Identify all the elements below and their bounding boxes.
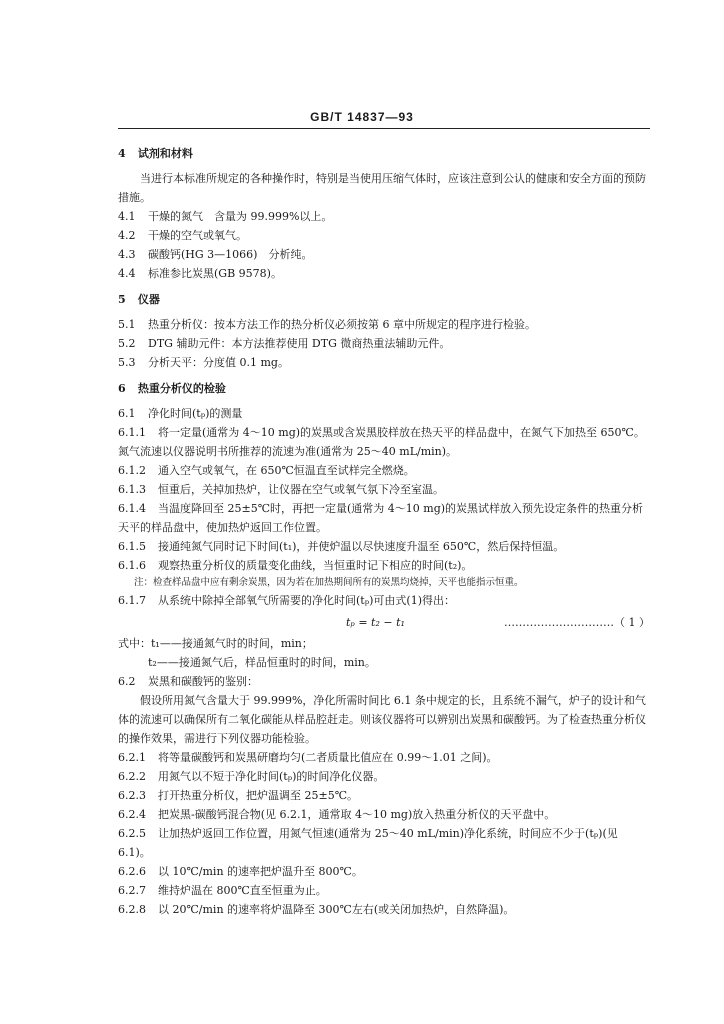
formula-1: [118, 610, 650, 634]
formula-where-t2: t₂——接通氮气后，样品恒重时的时间，min。: [148, 656, 376, 669]
note: 注：检查样品盘中应有剩余炭黑，因为若在加热期间所有的炭黑均烧掉，天平也能指示恒重。: [134, 577, 524, 588]
clause-5-3: [118, 353, 650, 372]
clause-text: 标准参比炭黑(GB 9578)。: [148, 267, 282, 280]
clause-text: 将等量碳酸钙和炭黑研磨均匀(二者质量比值应在 0.99～1.01 之间)。: [158, 751, 498, 764]
clause-number: 4.2: [118, 229, 136, 242]
clause-text: 恒重后，关掉加热炉，让仪器在空气或氧气氛下冷至室温。: [158, 483, 444, 496]
clause-number: 6.1: [118, 407, 136, 420]
clause-text: 炭黑和碳酸钙的鉴别：: [148, 675, 258, 688]
clause-number: 6.1.2: [118, 464, 146, 477]
document-body: [118, 136, 650, 919]
clause-text: 观察热重分析仪的质量变化曲线，当恒重时记下相应的时间(t₂)。: [158, 559, 473, 572]
clause-text: 分析天平：分度值 0.1 mg。: [148, 356, 289, 369]
clause-6-2-7: [118, 881, 650, 900]
clause-number: 4.4: [118, 267, 136, 280]
clause-text: 将一定量(通常为 4～10 mg)的炭黑或含炭黑胶样放在热天平的样品盘中，在氮气下加热至 650℃。氮气流速以仪器说明书所推荐的流速为准(通常为 25～40 mL/min)。: [118, 426, 645, 458]
formula-number: …………………………（ 1 ）: [504, 616, 650, 629]
clause-text: DTG 辅助元件：本方法推荐使用 DTG 微商热重法辅助元件。: [148, 337, 451, 350]
clause-number: 6.2.6: [118, 865, 146, 878]
header-rule: [118, 128, 650, 129]
clause-number: 6.1.4: [118, 502, 146, 515]
clause-text: 以 20℃/min 的速率将炉温降至 300℃左右(或关闭加热炉，自然降温)。: [158, 903, 515, 916]
clause-4-4: [118, 264, 650, 283]
clause-6-1-7: [118, 591, 650, 610]
section-title: 仪器: [137, 293, 160, 306]
clause-6-2-2: [118, 767, 650, 786]
clause-text: 把炭黑-碳酸钙混合物(见 6.2.1，通常取 4～10 mg)放入热重分析仪的天平盘中。: [158, 808, 556, 821]
clause-6-2: [118, 672, 650, 691]
clause-6-2-6: [118, 862, 650, 881]
clause-text: 干燥的空气或氧气。: [148, 229, 247, 242]
clause-number: 6.2: [118, 675, 136, 688]
clause-5-1: [118, 315, 650, 334]
section-number: 6: [118, 382, 126, 395]
clause-number: 6.2.4: [118, 808, 146, 821]
clause-number: 5.2: [118, 337, 136, 350]
clause-text: 打开热重分析仪，把炉温调至 25±5℃。: [158, 789, 359, 802]
clause-number: 6.2.7: [118, 884, 146, 897]
clause-text: 热重分析仪：按本方法工作的热分析仪必须按第 6 章中所规定的程序进行检验。: [148, 318, 536, 331]
clause-text: 让加热炉返回工作位置，用氮气恒速(通常为 25～40 mL/min)净化系统，时间应不少于(tₚ)(见 6.1)。: [118, 827, 618, 859]
clause-number: 6.1.3: [118, 483, 146, 496]
clause-number: 5.1: [118, 318, 136, 331]
clause-number: 6.1.1: [118, 426, 146, 439]
section-title: 试剂和材料: [137, 147, 193, 160]
clause-4-1: [118, 207, 650, 226]
clause-number: 5.3: [118, 356, 136, 369]
clause-6-1-1: [118, 423, 650, 461]
clause-number: 6.2.5: [118, 827, 146, 840]
clause-6-2-8: [118, 900, 650, 919]
section-5-heading: [118, 290, 650, 309]
clause-6-1-2: [118, 461, 650, 480]
section-4-heading: [118, 144, 650, 163]
clause-number: 4.3: [118, 248, 136, 261]
section-title: 热重分析仪的检验: [137, 382, 226, 395]
clause-6-2-1: [118, 748, 650, 767]
section-number: 5: [118, 293, 126, 306]
clause-6-1-6: [118, 556, 650, 575]
clause-6-1-5: [118, 537, 650, 556]
clause-6-1-3: [118, 480, 650, 499]
clause-5-2: [118, 334, 650, 353]
clause-6-2-4: [118, 805, 650, 824]
formula-expression: tₚ = t₂ − t₁: [346, 616, 405, 629]
clause-text: 净化时间(tₚ)的测量: [148, 407, 243, 420]
clause-number: 6.2.1: [118, 751, 146, 764]
clause-text: 碳酸钙(HG 3—1066) 分析纯。: [148, 248, 313, 261]
clause-number: 4.1: [118, 210, 136, 223]
clause-6-2-intro: 假设所用氮气含量大于 99.999%，净化所需时间比 6.1 条中规定的长，且系统不漏气，炉子的设计和气体的流速可以确保所有二氧化碳能从样品腔赶走。则该仪器将可以辨别出炭黑和碳酸钙。为了检查热重分析仪的操作效果，需进行下列仪器功能检验。: [118, 694, 646, 745]
clause-text: 干燥的氮气 含量为 99.999%以上。: [148, 210, 333, 223]
clause-number: 6.1.7: [118, 594, 146, 607]
clause-text: 从系统中除掉全部氧气所需要的净化时间(tₚ)可由式(1)得出：: [158, 594, 455, 607]
clause-6-2-3: [118, 786, 650, 805]
clause-number: 6.1.5: [118, 540, 146, 553]
clause-text: 通入空气或氧气，在 650℃恒温直至试样完全燃烧。: [158, 464, 415, 477]
clause-4-3: [118, 245, 650, 264]
clause-number: 6.2.8: [118, 903, 146, 916]
clause-text: 接通纯氮气同时记下时间(t₁)，并使炉温以尽快速度升温至 650℃，然后保持恒温。: [158, 540, 565, 553]
section-6-heading: [118, 379, 650, 398]
page-header-standard-code: GB/T 14837—93: [310, 110, 414, 124]
section-number: 4: [118, 147, 126, 160]
clause-6-1-4: [118, 499, 650, 537]
clause-4-2: [118, 226, 650, 245]
section-4-intro: 当进行本标准所规定的各种操作时，特别是当使用压缩气体时，应该注意到公认的健康和安全方面的预防措施。: [118, 172, 646, 204]
clause-text: 维持炉温在 800℃直至恒重为止。: [158, 884, 327, 897]
clause-number: 6.2.3: [118, 789, 146, 802]
clause-number: 6.1.6: [118, 559, 146, 572]
formula-where-t1: 式中：t₁——接通氮气时的时间，min；: [118, 637, 313, 650]
clause-text: 用氮气以不短于净化时间(tₚ)的时间净化仪器。: [158, 770, 385, 783]
clause-text: 以 10℃/min 的速率把炉温升至 800℃。: [158, 865, 363, 878]
clause-number: 6.2.2: [118, 770, 146, 783]
clause-6-1: [118, 404, 650, 423]
clause-text: 当温度降回至 25±5℃时，再把一定量(通常为 4～10 mg)的炭黑试样放入预先设定条件的热重分析天平的样品盘中，使加热炉返回工作位置。: [118, 502, 644, 534]
clause-6-2-5: [118, 824, 650, 862]
